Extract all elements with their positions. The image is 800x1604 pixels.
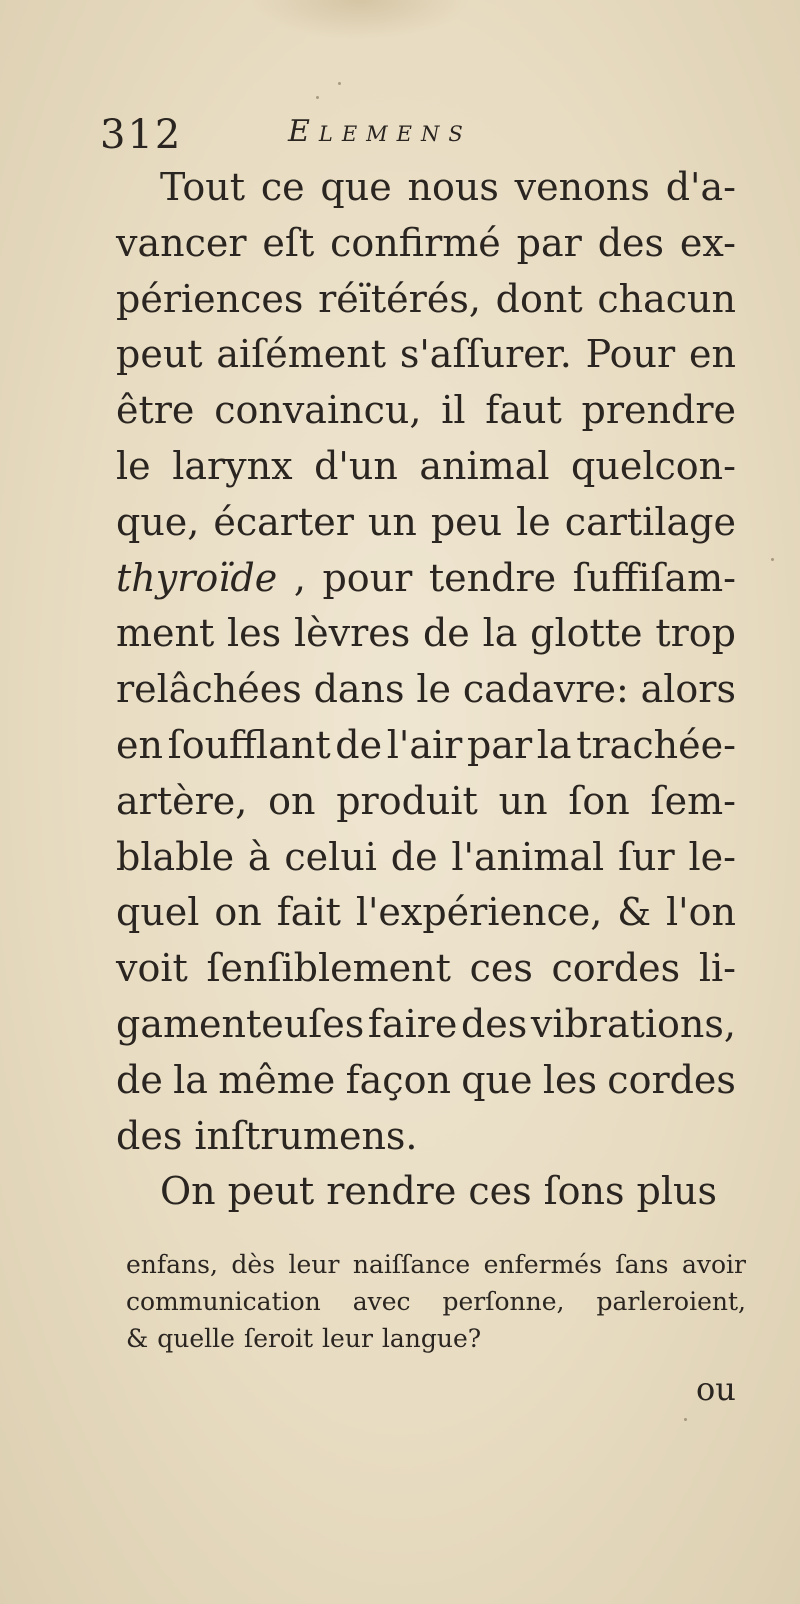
footnote (126, 1246, 746, 1357)
text-line: vancer eſt confirmé par des ex- (116, 220, 736, 265)
text-line: thyroïde , pour tendre ſuffiſam- (116, 555, 736, 600)
text-line: artère, on produit un ſon ſem- (116, 778, 736, 823)
text-line: de la même façon que les cordes (116, 1057, 736, 1102)
text-line: voit ſenſiblement ces cordes li- (116, 946, 736, 991)
footnote-line: enfans, dès leur naiſſance enfermés ſans avoir (126, 1250, 746, 1279)
text-line: le larynx d'un animal quelcon- (116, 443, 736, 488)
paper-speck (316, 96, 319, 99)
paper-speck (684, 1418, 687, 1421)
text-line: Tout ce que nous venons d'a- (160, 165, 736, 209)
paper-speck (771, 558, 774, 561)
page-header (100, 112, 700, 162)
text-line: On peut rendre ces ſons plus (160, 1169, 717, 1214)
paper-stain (250, 0, 470, 40)
text-line: peut aiſément s'aſſurer. Pour en (116, 332, 736, 377)
text-line: ment les lèvres de la glotte trop (116, 611, 736, 656)
footnote-line: communication avec perſonne, parleroient, (126, 1287, 746, 1316)
text-line: blable à celui de l'animal ſur le- (116, 834, 736, 879)
text-line: gamenteuſes faire des vibrations, (116, 1001, 736, 1046)
footnote-line: & quelle ſeroit leur langue? (126, 1324, 482, 1353)
text-line: en ſoufflant de l'air par la trachée- (116, 722, 736, 767)
text-line: périences réïtérés, dont chacun (116, 276, 736, 321)
text-line: être convaincu, il faut prendre (116, 388, 736, 433)
main-text (116, 160, 736, 1220)
text-line: quel on fait l'expérience, & l'on (116, 890, 736, 935)
running-title: Elemens (288, 114, 472, 149)
paper-speck (338, 82, 341, 85)
catchword: ou (696, 1370, 736, 1408)
page-number: 312 (100, 112, 183, 158)
text-line: que, écarter un peu le cartilage (116, 499, 736, 544)
text-line: des inſtrumens. (116, 1113, 418, 1158)
text-line: relâchées dans le cadavre: alors (116, 667, 736, 712)
